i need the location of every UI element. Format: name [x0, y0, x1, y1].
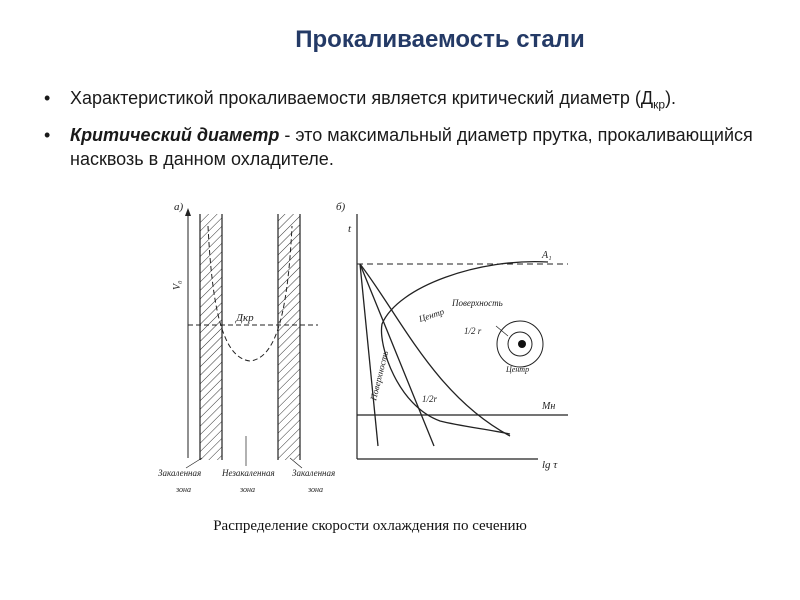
bullet-marker: •	[44, 124, 51, 145]
x-axis-label: lg τ	[542, 459, 558, 471]
cooling-curve-surface	[360, 264, 378, 446]
bullet-text-end: ).	[665, 88, 677, 108]
figure	[150, 196, 590, 506]
zone-pointer	[186, 458, 202, 468]
hardened-zone-right	[278, 214, 300, 460]
left-axis-arrow	[185, 208, 191, 216]
bullet-term: Критический диаметр	[70, 124, 280, 145]
zone-label-hardened-right: Закаленная	[292, 468, 336, 478]
zone-sublabel: зона	[240, 485, 255, 494]
cross-section-center-dot	[518, 340, 526, 348]
panel-label-b: б)	[336, 201, 346, 213]
dcr-label: Дкр	[236, 312, 254, 324]
bullet-text: - это максимальный диаметр прутка, прокаливающийся насквозь в данном охладителе.	[70, 124, 753, 169]
a1-label: A₁	[542, 250, 552, 261]
zone-label-unhardened: Незакаленная	[222, 468, 275, 478]
curve-label-half-r-lower: 1/2r	[422, 394, 438, 404]
zone-sublabel: зона	[176, 485, 191, 494]
subscript-kr: кр	[653, 97, 666, 112]
bullet-text: Характеристикой прокаливаемости является критический диаметр (Д	[70, 88, 654, 108]
axis-label-v0: V₀	[172, 280, 183, 290]
zone-label-hardened-left: Закаленная	[158, 468, 202, 478]
curve-label-surface-top: Поверхность	[452, 298, 503, 308]
cooling-curve-center	[360, 264, 510, 436]
bullet-marker: •	[44, 88, 51, 108]
zone-sublabel: зона	[308, 485, 323, 494]
t-axis-label: t	[348, 223, 352, 235]
bullet-item-critical-diameter	[44, 123, 774, 171]
curve-label-center: Центр	[417, 306, 446, 324]
mn-label: Мн	[542, 401, 556, 412]
bullet-item-definition-intro	[44, 86, 774, 117]
right-panel	[336, 201, 568, 471]
curve-label-half-r: 1/2 r	[464, 326, 482, 336]
curve-label-surface: Поверхность	[368, 349, 391, 402]
panel-label-a: а)	[174, 201, 184, 213]
hardened-zone-left	[200, 214, 222, 460]
cross-section-center-label: Центр	[506, 365, 530, 374]
left-panel	[158, 201, 335, 494]
figure-caption: Распределение скорости охлаждения по сечению	[213, 518, 527, 534]
figure-svg	[150, 196, 590, 506]
bullet-list	[44, 86, 774, 177]
pointer	[496, 326, 508, 336]
slide-title: Прокаливаемость стали	[295, 26, 585, 53]
